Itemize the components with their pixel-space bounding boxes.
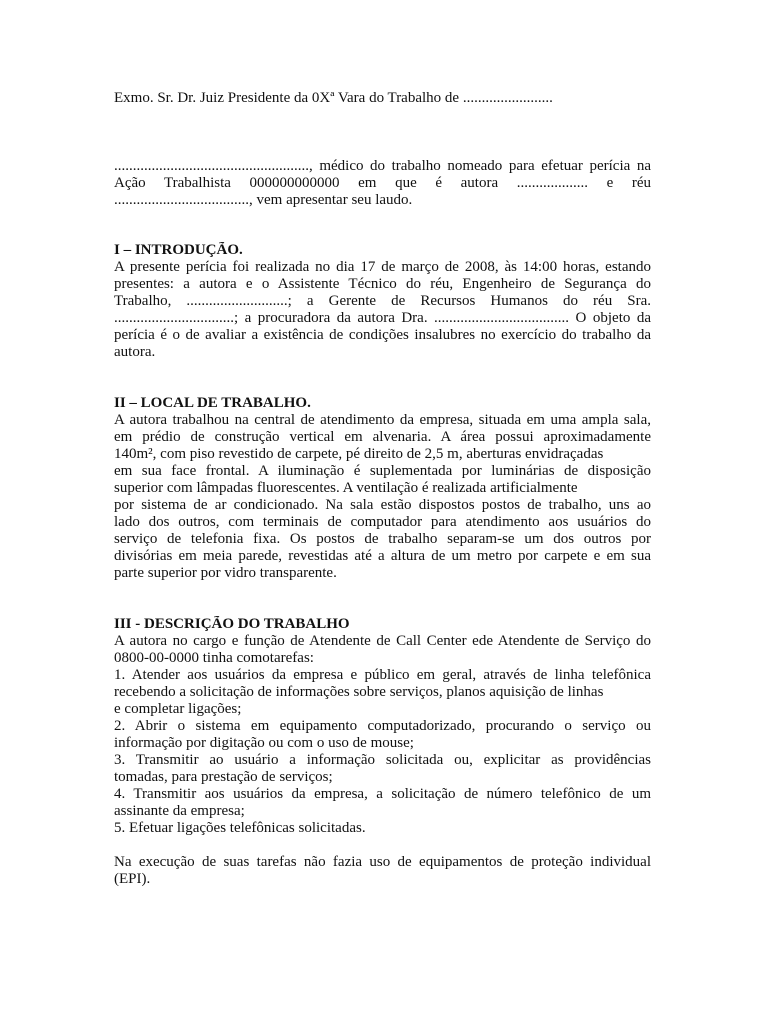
list-item: 4. Transmitir aos usuários da empresa, a solicitação de número telefônico de um [114,786,651,802]
list-item-continuation: informação por digitação ou com o uso de mouse; [114,735,414,751]
intro-line: ...................................................., médico do trabalho nomeado para efetuar perícia na [114,158,651,174]
list-item: 3. Transmitir ao usuário a informação solicitada ou, explicitar as providências [114,752,651,768]
list-item: 1. Atender aos usuários da empresa e público em geral, através de linha telefônica [114,667,651,683]
body-line: A autora trabalhou na central de atendimento da empresa, situada em uma ampla sala, [114,412,651,428]
section-heading-descricao-do-trabalho: III - DESCRIÇÃO DO TRABALHO [114,616,350,632]
salutation: Exmo. Sr. Dr. Juiz Presidente da 0Xª Vara do Trabalho de ........................ [114,90,553,106]
body-line: presentes: a autora e o Assistente Técnico do réu, Engenheiro de Segurança do [114,276,651,292]
body-line: Trabalho, ...........................; a Gerente de Recursos Humanos do réu Sra. [114,293,651,309]
section-body-descricao-do-trabalho [114,633,651,837]
body-line: ................................; a procuradora da autora Dra. .................................... O objeto da [114,310,651,326]
section-body-local-de-trabalho [114,412,651,582]
list-item: 2. Abrir o sistema em equipamento computadorizado, procurando o serviço ou [114,718,651,734]
body-line: autora. [114,344,156,360]
list-item-continuation: tomadas, para prestação de serviços; [114,769,333,785]
body-line: serviço de telefonia fixa. Os postos de trabalho separam-se um dos outros por [114,531,651,547]
body-line: Na execução de suas tarefas não fazia uso de equipamentos de proteção individual [114,854,651,870]
body-line: parte superior por vidro transparente. [114,565,337,581]
intro-line: ...................................., vem apresentar seu laudo. [114,192,413,208]
body-line: 140m², com piso revestido de carpete, pé direito de 2,5 m, aberturas envidraçadas [114,446,604,462]
body-line: lado dos outros, com terminais de computador para atendimento aos usuários do [114,514,651,530]
body-line: 0800-00-0000 tinha comotarefas: [114,650,314,666]
body-line: em prédio de construção vertical em alvenaria. A área possui aproximadamente [114,429,651,445]
intro-line: Ação Trabalhista 000000000000 em que é autora ................... e réu [114,175,651,191]
document-page [114,90,651,888]
body-line: por sistema de ar condicionado. Na sala estão dispostos postos de trabalho, uns ao [114,497,651,513]
body-line: superior com lâmpadas fluorescentes. A ventilação é realizada artificialmente [114,480,578,496]
list-item-continuation: recebendo a solicitação de informações sobre serviços, planos aquisição de linhas [114,684,604,700]
section-body-introducao [114,259,651,361]
section-heading-local-de-trabalho: II – LOCAL DE TRABALHO. [114,395,311,411]
body-line: (EPI). [114,871,151,887]
body-line: A autora no cargo e função de Atendente de Call Center ede Atendente de Serviço do [114,633,651,649]
body-line: divisórias em meia parede, revestidas até a altura de um metro por carpete e em sua [114,548,651,564]
intro-paragraph [114,158,651,209]
closing-paragraph [114,854,651,888]
body-line: perícia é o de avaliar a existência de condições insalubres no exercício do trabalho da [114,327,651,343]
body-line: A presente perícia foi realizada no dia 17 de março de 2008, às 14:00 horas, estando [114,259,651,275]
list-item: 5. Efetuar ligações telefônicas solicitadas. [114,820,366,836]
body-line: em sua face frontal. A iluminação é suplementada por luminárias de disposição [114,463,651,479]
list-item-continuation: e completar ligações; [114,701,242,717]
section-heading-introducao: I – INTRODUÇÃO. [114,242,243,258]
list-item-continuation: assinante da empresa; [114,803,245,819]
